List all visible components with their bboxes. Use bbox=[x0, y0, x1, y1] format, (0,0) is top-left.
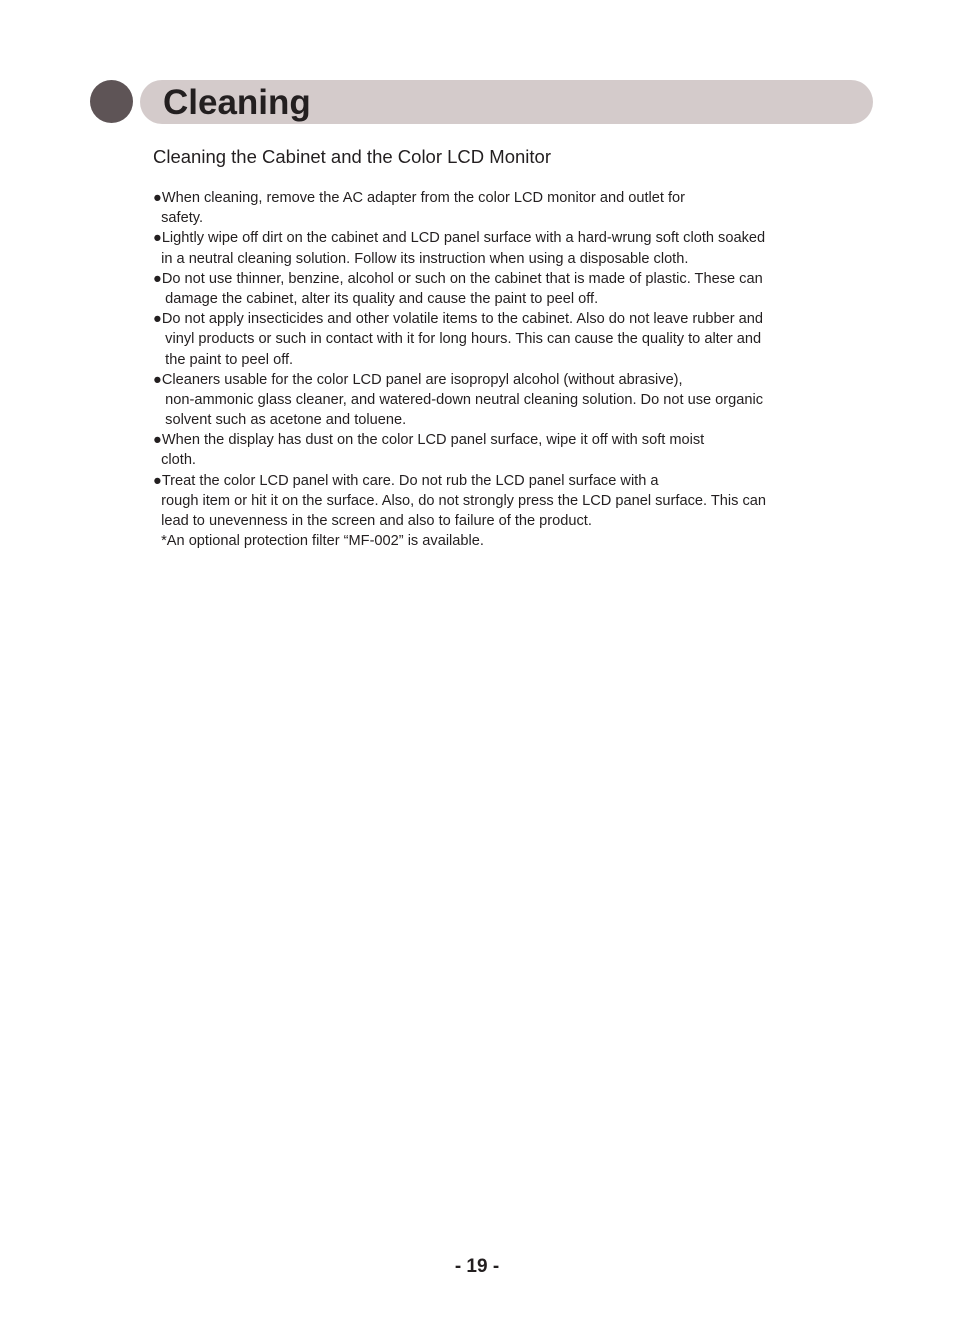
page-title: Cleaning bbox=[163, 83, 311, 122]
instruction-line: ●Do not apply insecticides and other volatile items to the cabinet. Also do not leave rubber and bbox=[153, 311, 763, 328]
page-number: - 19 - bbox=[454, 1256, 500, 1277]
instruction-line: ●When cleaning, remove the AC adapter from the color LCD monitor and outlet for bbox=[153, 190, 686, 206]
instruction-line: ●Cleaners usable for the color LCD panel are isopropyl alcohol (without abrasive), bbox=[153, 371, 683, 388]
instruction-line: rough item or hit it on the surface. Also, do not strongly press the LCD panel surface. This can bbox=[153, 492, 766, 509]
section-subheading: Cleaning the Cabinet and the Color LCD Monitor bbox=[153, 146, 551, 167]
instruction-line: damage the cabinet, alter its quality and cause the paint to peel off. bbox=[153, 290, 599, 307]
instruction-line: vinyl products or such in contact with it for long hours. This can cause the quality to alter and bbox=[153, 331, 762, 348]
instruction-line: in a neutral cleaning solution. Follow its instruction when using a disposable cloth. bbox=[153, 250, 689, 267]
instruction-line: safety. bbox=[153, 210, 204, 227]
instruction-line: ●When the display has dust on the color LCD panel surface, wipe it off with soft moist bbox=[153, 432, 705, 449]
instruction-line: ●Lightly wipe off dirt on the cabinet and LCD panel surface with a hard-wrung soft cloth soaked bbox=[153, 230, 766, 247]
instruction-line: solvent such as acetone and toluene. bbox=[153, 412, 407, 429]
instruction-line: non-ammonic glass cleaner, and watered-down neutral cleaning solution. Do not use organic bbox=[153, 391, 764, 408]
instruction-line: *An optional protection filter “MF-002” is available. bbox=[153, 533, 484, 550]
instruction-line: ●Treat the color LCD panel with care. Do not rub the LCD panel surface with a bbox=[153, 472, 659, 489]
cleaning-instructions bbox=[153, 188, 813, 551]
title-bullet-circle bbox=[90, 80, 133, 123]
instruction-line: cloth. bbox=[153, 452, 196, 469]
instruction-line: ●Do not use thinner, benzine, alcohol or such on the cabinet that is made of plastic. These can bbox=[153, 270, 763, 287]
instruction-line: lead to unevenness in the screen and also to failure of the product. bbox=[153, 513, 592, 529]
instruction-line: the paint to peel off. bbox=[153, 351, 294, 368]
